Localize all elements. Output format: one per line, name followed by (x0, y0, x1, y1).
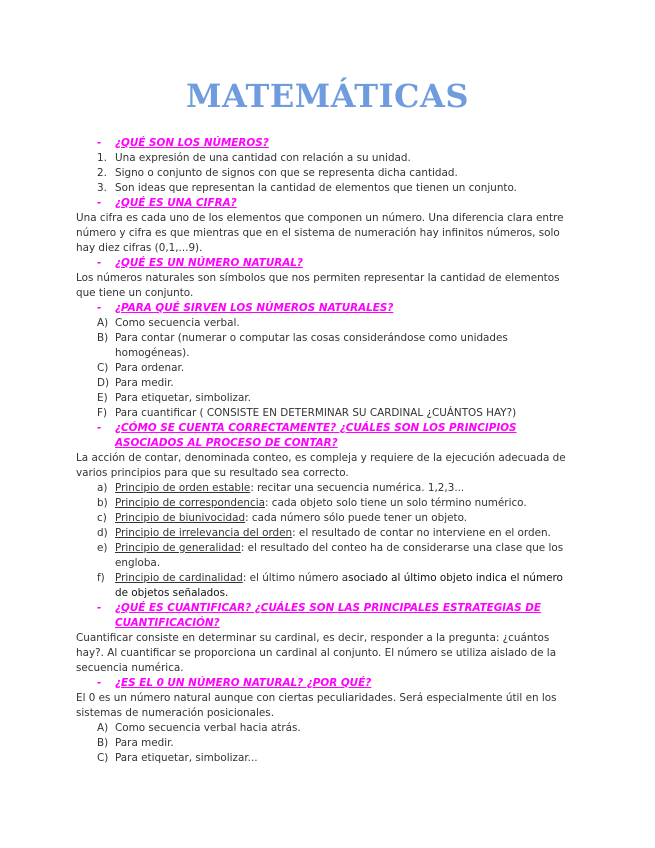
list-item: a) Principio de orden estable: recitar una secuencia numérica. 1,2,3... (97, 482, 465, 494)
list-item: d) Principio de irrelevancia del orden: el resultado de contar no interviene en el orden. (97, 527, 551, 539)
document-body (76, 136, 576, 766)
list-item: 1. Una expresión de una cantidad con relación a su unidad. (97, 152, 411, 164)
heading-numero-natural: - ¿QUÉ ES UN NÚMERO NATURAL? (97, 257, 303, 269)
list-item: 2. Signo o conjunto de signos con que se representa dicha cantidad. (97, 167, 458, 179)
list-item: B) Para contar (numerar o computar las cosas considerándose como unidades homogéneas). (97, 332, 508, 359)
list-item: c) Principio de biunivocidad: cada número sólo puede tener un objeto. (97, 512, 468, 524)
paragraph: La acción de contar, denominada conteo, es compleja y requiere de la ejecución adecuada de varios principios para que su resultado sea correcto. (76, 452, 566, 479)
heading-es-el-cero: - ¿ES EL 0 UN NÚMERO NATURAL? ¿POR QUÉ? (97, 677, 372, 689)
list-item: C) Para ordenar. (97, 362, 185, 374)
page-title: MATEMÁTICAS (186, 77, 469, 115)
bullet-dash: - (97, 137, 102, 149)
heading-que-es-cuantificar: - ¿QUÉ ES CUANTIFICAR? ¿CUÁLES SON LAS PRINCIPALES ESTRATEGIAS DE CUANTIFICACIÓN? (97, 602, 542, 629)
list-item: b) Principio de correspondencia: cada objeto solo tiene un solo término numérico. (97, 497, 527, 509)
list-item: D) Para medir. (97, 377, 174, 389)
list-item: A) Como secuencia verbal hacia atrás. (97, 722, 301, 734)
list-item: F) Para cuantificar ( CONSISTE EN DETERMINAR SU CARDINAL ¿CUÁNTOS HAY?) (97, 407, 517, 419)
list-item: C) Para etiquetar, simbolizar... (97, 752, 258, 764)
heading-que-son-numeros: - ¿QUÉ SON LOS NÚMEROS? (97, 137, 269, 149)
list-item: A) Como secuencia verbal. (97, 317, 240, 329)
paragraph: Los números naturales son símbolos que nos permiten representar la cantidad de elementos que tiene un conjunto. (76, 272, 560, 299)
list-item: E) Para etiquetar, simbolizar. (97, 392, 251, 404)
heading-para-que-sirven: - ¿PARA QUÉ SIRVEN LOS NÚMEROS NATURALES? (97, 302, 394, 314)
paragraph: El 0 es un número natural aunque con ciertas peculiaridades. Será especialmente útil en los sistemas de numeración posicionales. (76, 692, 557, 719)
heading-como-se-cuenta: - ¿CÓMO SE CUENTA CORRECTAMENTE? ¿CUÁLES SON LOS PRINCIPIOS ASOCIADOS AL PROCESO DE CONTAR? (97, 422, 517, 449)
list-item: 3. Son ideas que representan la cantidad de elementos que tienen un conjunto. (97, 182, 517, 194)
list-item: e) Principio de generalidad: el resultado del conteo ha de considerarse una clase que los engloba. (97, 542, 564, 569)
heading-que-es-cifra: - ¿QUÉ ES UNA CIFRA? (97, 197, 237, 209)
paragraph: Una cifra es cada uno de los elementos que componen un número. Una diferencia clara entre número y cifra es que mientras que en el sistema de numeración hay infinitos números, solo hay diez cifras (0,1,...9). (76, 212, 564, 254)
list-item: B) Para medir. (97, 737, 174, 749)
paragraph: Cuantificar consiste en determinar su cardinal, es decir, responder a la pregunta: ¿cuántos hay?. Al cuantificar se proporciona un cardinal al conjunto. El número se utiliza aislado de la secuencia numérica. (76, 632, 557, 674)
list-item: f) Principio de cardinalidad: el último número asociado al último objeto indica el número de objetos señalados. (97, 572, 563, 599)
